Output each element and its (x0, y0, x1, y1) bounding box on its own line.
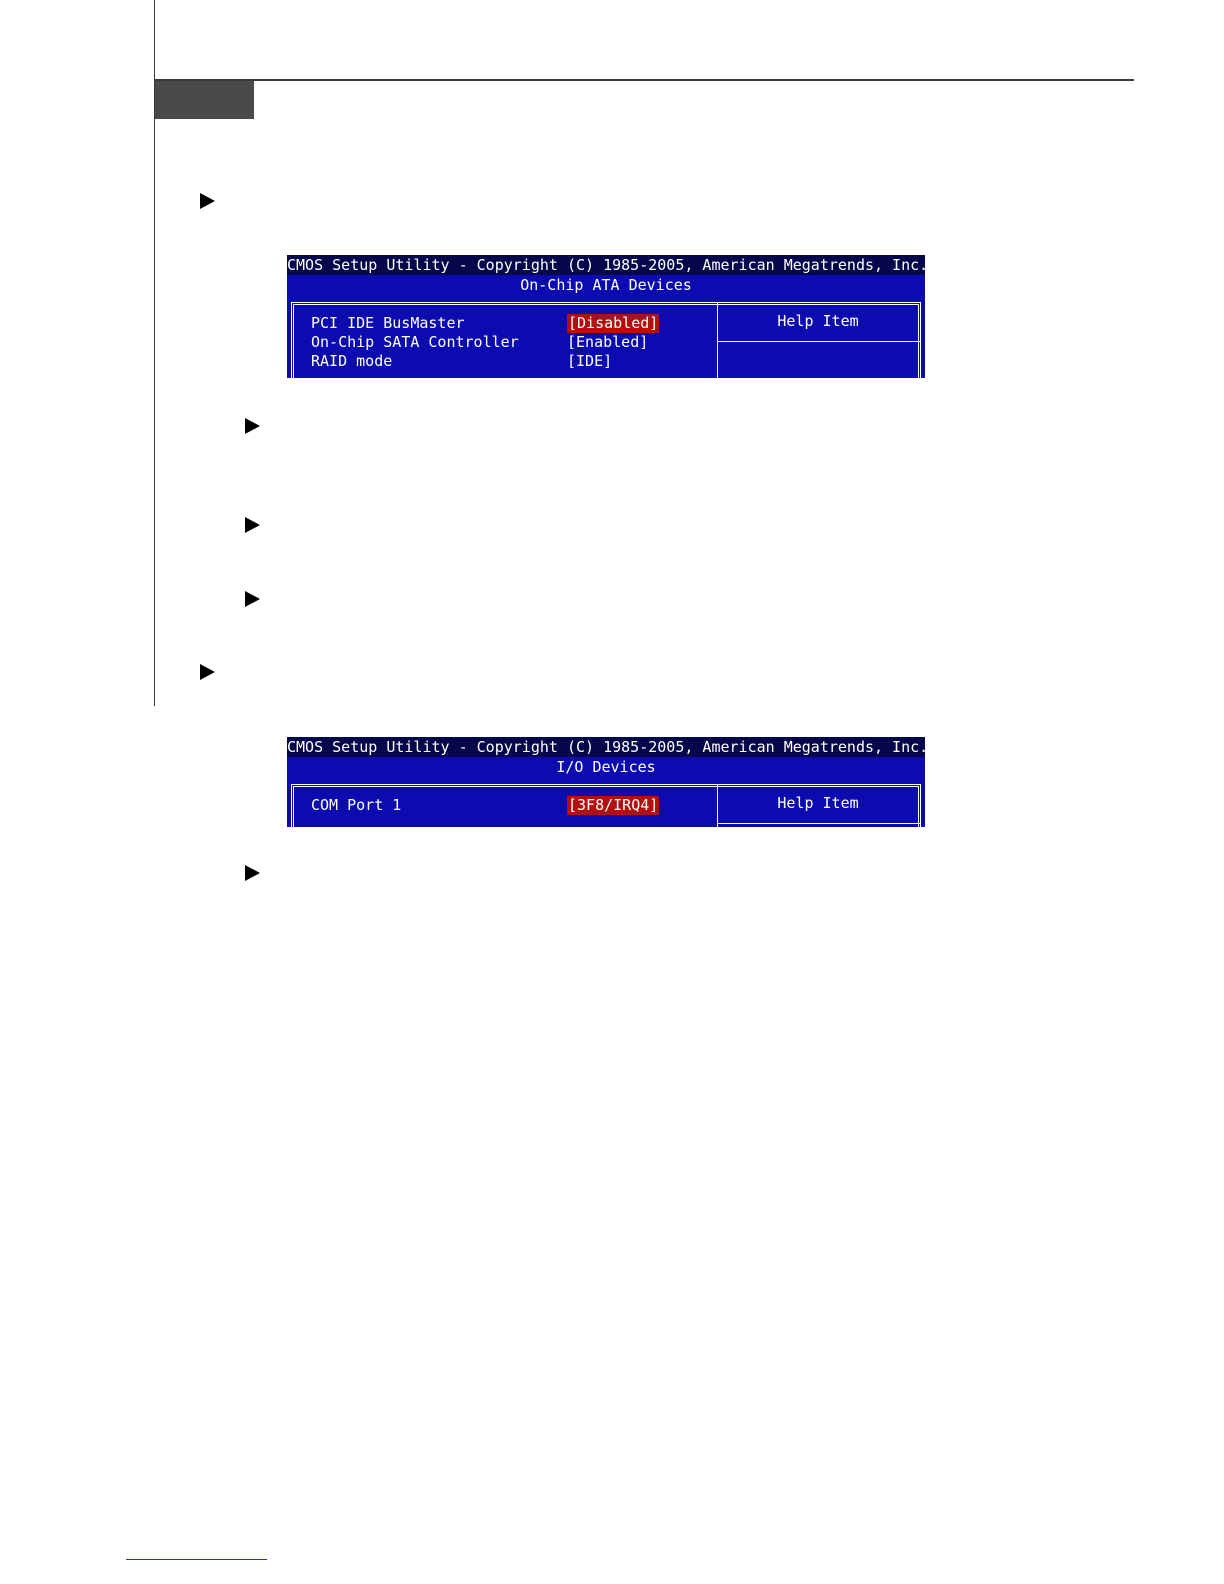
bullet-arrow-icon (200, 664, 215, 680)
bullet-arrow-icon (245, 517, 260, 533)
footer-rule (126, 1559, 267, 1560)
setting-value-onchip-sata[interactable]: [Enabled] (567, 333, 649, 351)
setting-label-raid-mode: RAID mode (311, 352, 393, 370)
setting-label-pci-ide-busmaster: PCI IDE BusMaster (311, 314, 465, 332)
setting-value-raid-mode[interactable]: [IDE] (567, 352, 613, 370)
setting-label-com-port-1: COM Port 1 (311, 796, 402, 814)
bios-title-bar: CMOS Setup Utility - Copyright (C) 1985-2005, American Megatrends, Inc. (287, 256, 929, 274)
help-item-title: Help Item (777, 312, 859, 330)
setting-label-onchip-sata: On-Chip SATA Controller (311, 333, 519, 351)
bios-page-title: On-Chip ATA Devices (520, 276, 692, 294)
bullet-arrow-icon (245, 865, 260, 881)
help-line: ENABLED: BIOS uses (733, 389, 896, 407)
bios-title-bar: CMOS Setup Utility - Copyright (C) 1985-2005, American Megatrends, Inc. (287, 738, 929, 756)
bios-page-title: I/O Devices (556, 758, 656, 776)
bios-help-separator (718, 341, 921, 342)
header-rule (154, 79, 1134, 81)
bullet-arrow-icon (245, 418, 260, 434)
setting-value-com-port-1[interactable]: [3F8/IRQ4] (568, 796, 659, 814)
chapter-tab (155, 81, 254, 119)
help-item-title: Help Item (777, 794, 859, 812)
bullet-arrow-icon (245, 591, 260, 607)
bullet-arrow-icon (200, 193, 215, 209)
bios-screen-ata (287, 255, 929, 464)
bios-screen-io (287, 737, 929, 827)
setting-value-pci-ide-busmaster[interactable]: [Disabled] (568, 314, 659, 332)
bios-help-separator (718, 823, 921, 824)
help-line: PCI bus mastering f (733, 446, 905, 464)
help-text (733, 351, 905, 503)
